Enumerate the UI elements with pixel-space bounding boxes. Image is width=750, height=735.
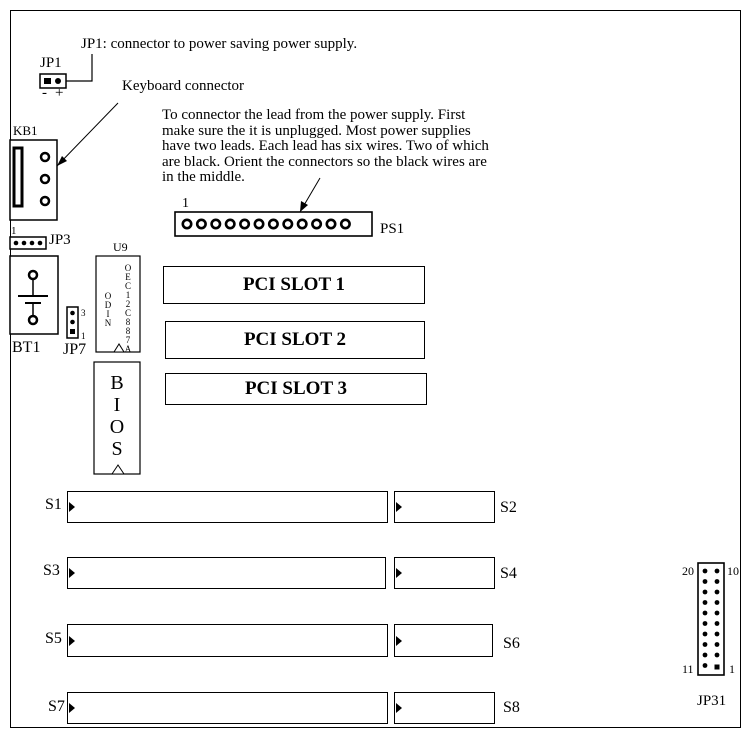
jp31-label: JP31 xyxy=(697,693,727,709)
jp31-pin xyxy=(715,611,720,616)
ps1-pin xyxy=(327,220,335,228)
jp7-pin1-label: 1 xyxy=(81,331,86,341)
ps1-pin xyxy=(341,220,349,228)
jp31-pin11-label: 11 xyxy=(682,662,694,676)
jp31-connector xyxy=(698,563,724,675)
ps1-pin xyxy=(298,220,306,228)
ps1-pin xyxy=(240,220,248,228)
power-note-line: make sure the it is unplugged. Most power supplies xyxy=(162,122,471,139)
memory-slot-s6 xyxy=(394,624,493,657)
ps1-pin xyxy=(183,220,191,228)
jp31-pin xyxy=(703,653,708,658)
bios-chip-label: B I O S xyxy=(109,372,125,460)
kb1-connector xyxy=(10,103,118,220)
slot-notch-icon xyxy=(69,703,75,713)
jp7-label: JP7 xyxy=(63,341,87,358)
slot-notch-icon xyxy=(69,636,75,646)
jp1-plus-label: + xyxy=(55,85,64,101)
pci-slot-1: PCI SLOT 1 xyxy=(163,266,425,304)
u9-label: U9 xyxy=(113,240,128,254)
ps1-pin xyxy=(312,220,320,228)
jp31-pin xyxy=(715,642,720,647)
jp31-pin xyxy=(703,600,708,605)
power-note-line: in the middle. xyxy=(162,169,245,186)
power-note-line: are black. Orient the connectors so the black wires are xyxy=(162,153,487,170)
jp7-pin3-label: 3 xyxy=(81,308,86,318)
memory-slot-label: S4 xyxy=(500,565,517,582)
jp31-pin xyxy=(715,590,720,595)
jp31-pin20-label: 20 xyxy=(682,564,694,578)
jp31-pin xyxy=(715,665,720,670)
memory-slot-label: S8 xyxy=(503,699,520,716)
pci-slot-2: PCI SLOT 2 xyxy=(165,321,425,359)
memory-slot-s3 xyxy=(67,557,386,589)
jp31-pin xyxy=(703,632,708,637)
slot-notch-icon xyxy=(396,703,402,713)
jp7-connector xyxy=(67,307,78,338)
power-note-line: To connector the lead from the power supply. First xyxy=(162,107,466,123)
jp31-pin xyxy=(715,569,720,574)
jp31-pin10-label: 10 xyxy=(727,564,739,578)
jp3-pin1-label: 1 xyxy=(11,225,17,237)
jp1-minus-label: - xyxy=(42,85,47,101)
jp31-pin xyxy=(703,590,708,595)
jp31-pin xyxy=(703,579,708,584)
bt1-battery xyxy=(10,256,58,334)
power-note-line: have two leads. Each lead has six wires. Two of which xyxy=(162,138,489,155)
power-supply-note xyxy=(162,108,562,186)
u9-chip xyxy=(96,256,140,352)
ps1-pin xyxy=(226,220,234,228)
jp31-pin xyxy=(715,600,720,605)
memory-slot-label: S6 xyxy=(503,635,520,652)
ps1-pin xyxy=(212,220,220,228)
jp31-pin xyxy=(715,621,720,626)
memory-slot-label: S2 xyxy=(500,499,517,516)
memory-slot-s1 xyxy=(67,491,388,523)
jp3-label: JP3 xyxy=(49,232,71,248)
memory-slot-label: S3 xyxy=(43,562,60,579)
jp31-pin xyxy=(703,621,708,626)
memory-slot-label: S1 xyxy=(45,496,62,513)
memory-slot-s4 xyxy=(394,557,495,589)
jp1-description: JP1: connector to power saving power supply. xyxy=(81,36,358,52)
ps1-label: PS1 xyxy=(380,221,405,237)
memory-slot-s5 xyxy=(67,624,388,657)
jp31-pin xyxy=(715,579,720,584)
ps1-connector xyxy=(175,178,372,236)
jp31-pin xyxy=(715,653,720,658)
u9-chip-text-part: O E C 1 2 C 8 8 7 A xyxy=(124,263,132,354)
jp31-pin xyxy=(703,663,708,668)
ps1-pin xyxy=(197,220,205,228)
memory-slot-label: S7 xyxy=(48,698,65,715)
jp31-pin xyxy=(715,632,720,637)
ps1-pin xyxy=(284,220,292,228)
memory-slot-s8 xyxy=(394,692,495,724)
jp31-pin xyxy=(703,569,708,574)
slot-notch-icon xyxy=(69,502,75,512)
jp31-pin xyxy=(703,642,708,647)
bt1-label: BT1 xyxy=(12,339,41,356)
jp31-pin1-label: 1 xyxy=(729,662,735,676)
slot-notch-icon xyxy=(396,636,402,646)
slot-notch-icon xyxy=(396,568,402,578)
memory-slot-label: S5 xyxy=(45,630,62,647)
slot-notch-icon xyxy=(69,568,75,578)
memory-slot-s2 xyxy=(394,491,495,523)
memory-slot-s7 xyxy=(67,692,388,724)
ps1-pin xyxy=(255,220,263,228)
jp31-pin xyxy=(703,611,708,616)
ps1-pin1-label: 1 xyxy=(182,196,189,211)
kb1-label: KB1 xyxy=(13,123,38,138)
u9-chip-text-odin: O D I N xyxy=(104,291,112,328)
slot-notch-icon xyxy=(396,502,402,512)
keyboard-connector-label: Keyboard connector xyxy=(122,78,245,94)
jp1-label: JP1 xyxy=(40,55,62,71)
ps1-pin xyxy=(269,220,277,228)
pci-slot-3: PCI SLOT 3 xyxy=(165,373,427,405)
